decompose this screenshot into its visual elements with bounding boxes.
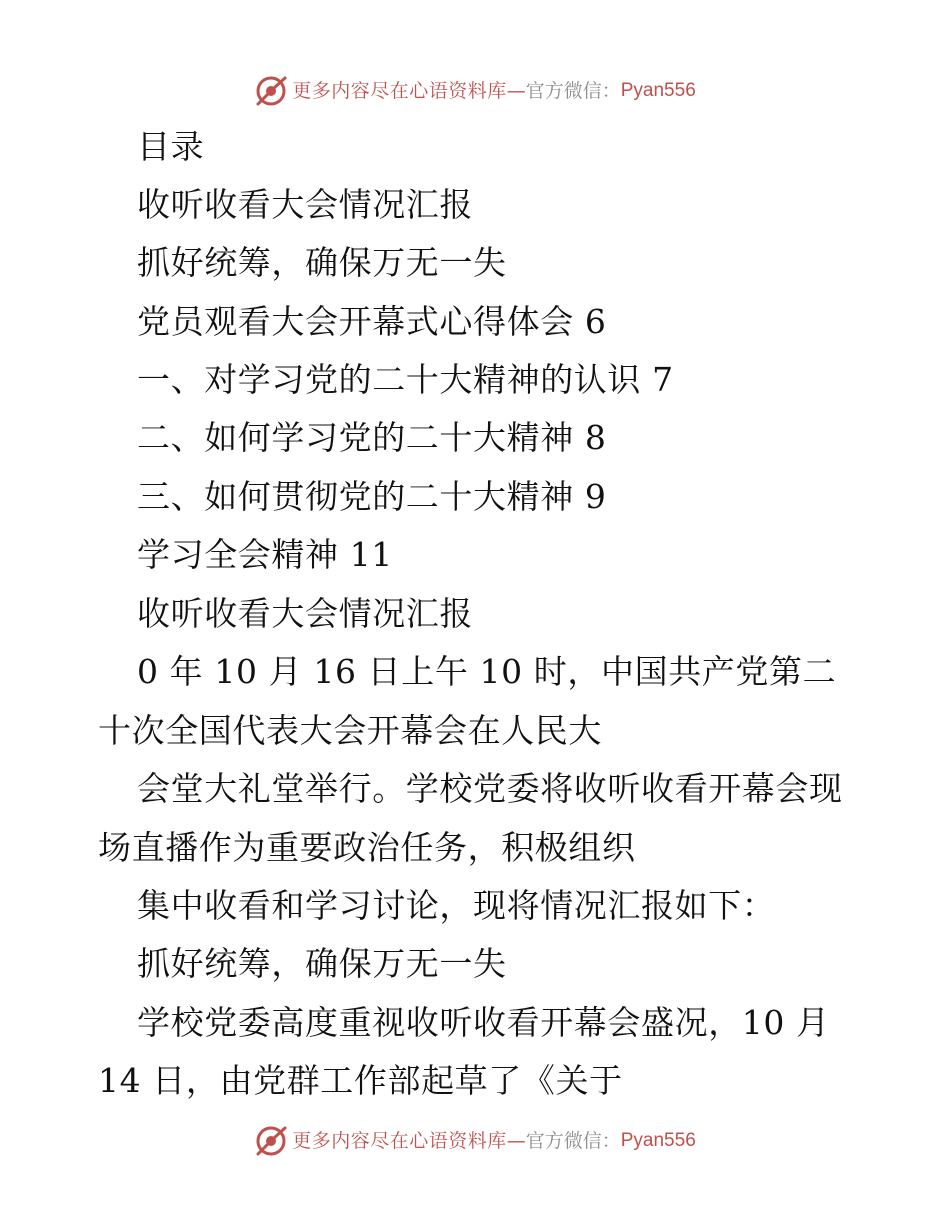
watermark-account: Pyan556: [620, 80, 696, 101]
paragraph-line: 会堂大礼堂举行。学校党委将收听收看开幕会现: [137, 769, 843, 808]
paragraph-line: 0 年 10 月 16 日上午 10 时，中国共产党第二: [137, 652, 837, 691]
subheading: 抓好统筹，确保万无一失: [137, 944, 507, 983]
paragraph-line: 集中收看和学习讨论，现将情况汇报如下：: [137, 886, 776, 925]
toc-entry: 一、对学习党的二十大精神的认识 7: [137, 360, 674, 399]
watermark-brand: 更多内容尽在心语资料库: [292, 1130, 507, 1152]
watermark-separator: —: [506, 1130, 526, 1152]
toc-entry: 党员观看大会开幕式心得体会 6: [137, 302, 607, 341]
footer-watermark: [0, 1123, 950, 1159]
brand-logo-icon: [254, 74, 288, 108]
watermark-account: Pyan556: [620, 1130, 696, 1151]
paragraph-line: 学校党委高度重视收听收看开幕会盛况，10 月: [137, 1003, 830, 1042]
watermark-channel: 官方微信：: [525, 1130, 621, 1152]
brand-logo-icon: [254, 1124, 288, 1158]
watermark-brand: 更多内容尽在心语资料库: [292, 80, 507, 102]
toc-entry: 抓好统筹，确保万无一失: [137, 243, 507, 282]
toc-entry: 学习全会精神 11: [137, 535, 393, 574]
header-watermark: [0, 73, 950, 109]
watermark-separator: —: [506, 80, 526, 102]
toc-title: 目录: [137, 127, 205, 166]
toc-entry: 三、如何贯彻党的二十大精神 9: [137, 477, 607, 516]
paragraph-line: 十次全国代表大会开幕会在人民大: [98, 711, 602, 750]
paragraph-line: 14 日，由党群工作部起草了《关于: [98, 1061, 623, 1100]
watermark-channel: 官方微信：: [525, 80, 621, 102]
toc-entry: 收听收看大会情况汇报: [137, 185, 473, 224]
paragraph-line: 场直播作为重要政治任务，积极组织: [98, 828, 636, 867]
toc-entry: 二、如何学习党的二十大精神 8: [137, 418, 607, 457]
section-title: 收听收看大会情况汇报: [137, 594, 473, 633]
